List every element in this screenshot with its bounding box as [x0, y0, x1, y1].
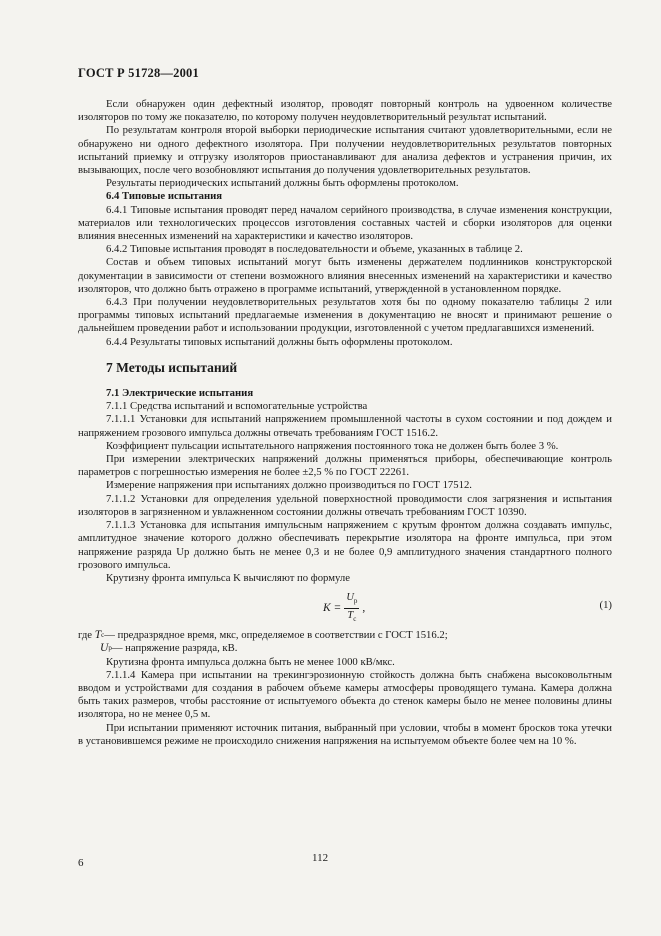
subsection-heading-6-4: 6.4 Типовые испытания — [106, 190, 223, 203]
paragraph: 6.4.3 При получении неудовлетворительных результатов хотя бы по одному показателю таблицы 2 или программы типовых испытаний предлагаемые изменения в документацию не вносят и принимают решение о дальнейшем проведении работ и использовании продукции, изготовленной с учетом предлагавшихся изменений. — [78, 296, 612, 335]
formula-1 — [78, 589, 612, 627]
formula-lhs: K = — [323, 602, 342, 615]
page-number: 6 — [78, 857, 84, 869]
formula-numerator: $U_р$ — [344, 591, 359, 609]
paragraph: 7.1.1.4 Камера при испытании на трекингэрозионную стойкость должна быть снабжена высоковольтным вводом и устройствами для создания в рабочем объеме камеры атмосферы проводящего тумана. Камера должна быть таких размеров, чтобы расстояние от испытуемого объекта до стенок камеры было не менее половины длины изолятора, но не менее 0,5 м. — [78, 668, 612, 721]
subsection-heading-7-1: 7.1 Электрические испытания — [106, 387, 254, 400]
formula-fraction — [344, 591, 359, 627]
legend-row: U р — напряжение разряда, кВ. — [100, 642, 238, 655]
document-body — [78, 98, 612, 748]
paragraph: 6.4.2 Типовые испытания проводят в последовательности и объеме, указанных в таблице 2. — [106, 243, 523, 256]
paragraph: Коэффициент пульсации испытательного напряжения постоянного тока не должен быть более 3 %. — [106, 439, 559, 452]
formula-comma: , — [362, 602, 366, 615]
paragraph: 7.1.1.2 Установки для определения удельной поверхностной проводимости слоя загрязнения и испытания изоляторов в загрязненном и увлажненном состоянии должны отвечать требованиям ГОСТ 10390. — [78, 492, 612, 518]
paragraph: Крутизну фронта импульса K вычисляют по формуле — [106, 571, 350, 584]
formula-legend — [78, 629, 612, 655]
paragraph: Если обнаружен один дефектный изолятор, проводят повторный контроль на удвоенном количестве изоляторов по тому же показателю, по которому получен неудовлетворительный результат испытаний. — [78, 98, 612, 124]
legend-row: где T с — предразрядное время, мкс, определяемое в соответствии с ГОСТ 1516.2; — [78, 629, 448, 642]
paragraph: 7.1.1.3 Установка для испытания импульсным напряжением с крутым фронтом должна создавать импульс, амплитудное значение которого должно обеспечивать перекрытие изолятора на фронте импульса, при этом напряжение разряда Uр должно быть не менее 0,3 и не более 0,9 амплитудного значения стандартного полного грозового импульса. — [78, 519, 612, 571]
paragraph: По результатам контроля второй выборки периодические испытания считают удовлетворительными, если не обнаружено ни одного дефектного изолятора. При получении неудовлетворительных результатов повторных испытаний приемку и отгрузку изоляторов приостанавливают для анализа дефектов и устранения причин, их вызывающих, после чего возобновляют испытания до получения удовлетворительных результатов. — [78, 124, 612, 177]
sheet-number: 112 — [312, 852, 329, 864]
document-header: ГОСТ Р 51728—2001 — [78, 66, 199, 80]
paragraph: Состав и объем типовых испытаний могут быть изменены держателем подлинников конструкторской документации в зависимости от степени возможного влияния внесенных изменений на характеристики и качество изоляторов, что должно быть отражено в программе испытаний, утвержденной в установленном порядке. — [78, 256, 612, 295]
equation-number: (1) — [599, 599, 612, 612]
formula-denominator: $T_с$ — [347, 610, 357, 624]
paragraph: При измерении электрических напряжений должны применяться приборы, обеспечивающие контроль параметров с погрешностью измерения не более ±2,5 % по ГОСТ 22261. — [78, 453, 612, 479]
paragraph: Крутизна фронта импульса должна быть не менее 1000 кВ/мкс. — [106, 655, 395, 668]
paragraph: 6.4.1 Типовые испытания проводят перед началом серийного производства, в случае изменения конструкции, материалов или технологических процессов изготовления составных частей и сборки изоляторов для оценки влияния внесенных изменений на характеристики и качество изоляторов. — [78, 203, 612, 243]
paragraph: Измерение напряжения при испытаниях должно производиться по ГОСТ 17512. — [106, 479, 472, 492]
paragraph: 7.1.1 Средства испытаний и вспомогательные устройства — [106, 400, 368, 413]
formula-expression — [323, 591, 365, 627]
paragraph: При испытании применяют источник питания, выбранный при условии, чтобы в момент бросков тока утечки в установившемся режиме не происходило снижения напряжения на испытуемом объекте более чем на 10 %. — [78, 721, 612, 747]
paragraph: Результаты периодических испытаний должны быть оформлены протоколом. — [106, 177, 459, 190]
paragraph: 7.1.1.1 Установки для испытаний напряжением промышленной частоты в сухом состоянии и под дождем и напряжением грозового импульса должны отвечать требованиям ГОСТ 1516.2. — [78, 413, 612, 439]
section-heading-7: 7 Методы испытаний — [106, 359, 238, 375]
paragraph: 6.4.4 Результаты типовых испытаний должны быть оформлены протоколом. — [106, 335, 453, 348]
